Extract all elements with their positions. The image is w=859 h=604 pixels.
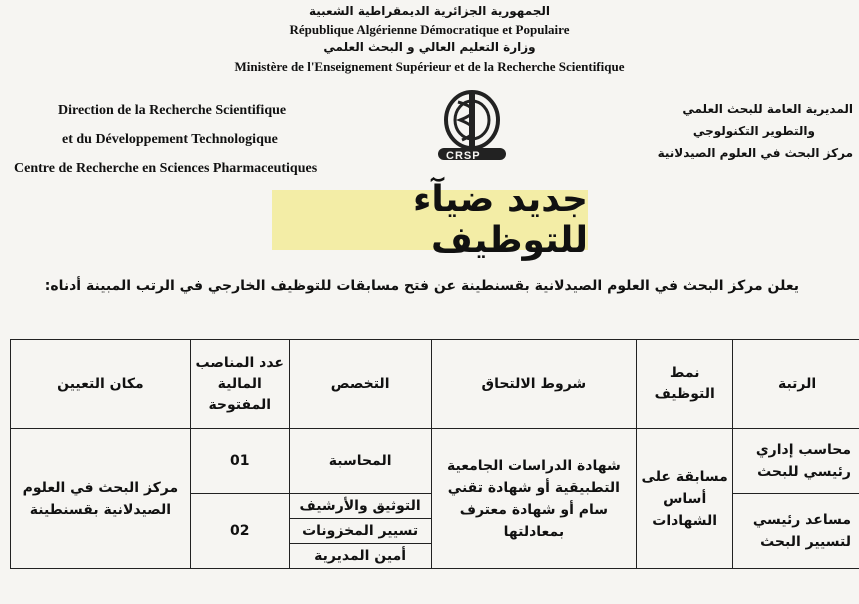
logo-text: CRSP: [446, 150, 481, 162]
development-line-ar: والتطوير التكنولوجي: [692, 124, 815, 138]
header-location: مكان التعيين: [11, 340, 191, 429]
header-conditions: شروط الالتحاق: [431, 340, 637, 429]
header-specialty: التخصص: [289, 340, 431, 429]
ministry-french: Ministère de l'Enseignement Supérieur et de la Recherche Scientifique: [234, 59, 625, 74]
ministry-arabic: وزارة التعليم العالي و البحث العلمي: [323, 40, 536, 54]
hiring-banner: [272, 179, 588, 261]
header-left-french: [14, 96, 317, 183]
header-right-arabic: [658, 98, 853, 164]
location-cell: مركز البحث في العلوم الصيدلانية بقسنطينة: [11, 429, 191, 569]
table-header-row: [11, 340, 859, 429]
header-posts: عدد المناصب المالية المفتوحة: [190, 340, 289, 429]
posts-cell: 02: [190, 494, 289, 569]
rank-cell: محاسب إداري رئيسي للبحث: [733, 429, 859, 494]
conditions-cell: شهادة الدراسات الجامعية التطبيقية أو شهادة تقني سام أو شهادة معترف بمعادلتها: [431, 429, 637, 569]
direction-line: Direction de la Recherche Scientifique: [58, 103, 287, 118]
rank-cell: مساعد رئيسي لتسيير البحث: [733, 494, 859, 569]
positions-table: [10, 339, 859, 569]
specialty-cell: المحاسبة: [289, 429, 431, 494]
announcement-intro: يعلن مركز البحث في العلوم الصيدلانية بقسنطينة عن فتح مسابقات للتوظيف الخارجي في الرتب المبينة أدناه:: [44, 278, 799, 294]
center-line: Centre de Recherche en Sciences Pharmaceutiques: [14, 161, 318, 176]
center-line-ar: مركز البحث في العلوم الصيدلانية: [657, 146, 853, 160]
table-row: [11, 429, 859, 494]
development-line: et du Développement Technologique: [62, 132, 278, 147]
mode-cell: مسابقة على أساس الشهادات: [637, 429, 733, 569]
republic-arabic: الجمهورية الجزائرية الديمقراطية الشعبية: [308, 4, 551, 18]
specialty-cell: تسيير المخزونات: [289, 519, 431, 544]
direction-line-ar: المديرية العامة للبحث العلمي: [682, 102, 853, 116]
specialty-cell: أمين المديرية: [289, 544, 431, 569]
header-mode: نمط التوظيف: [637, 340, 733, 429]
posts-cell: 01: [190, 429, 289, 494]
banner-title: جديد ضيآء للتوظيف: [413, 179, 588, 261]
header-rank: الرتبة: [733, 340, 859, 429]
specialty-cell: التوثيق والأرشيف: [289, 494, 431, 519]
republic-french: République Algérienne Démocratique et Populaire: [289, 22, 570, 37]
